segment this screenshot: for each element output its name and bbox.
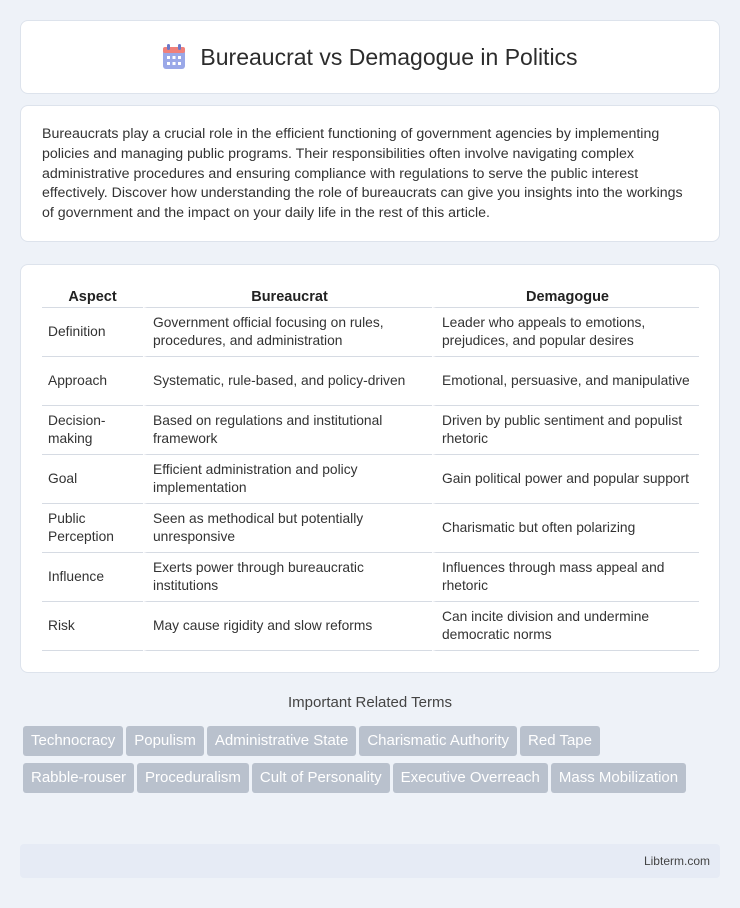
comparison-table-card bbox=[20, 264, 720, 673]
table-row bbox=[42, 308, 699, 357]
title-card bbox=[20, 20, 720, 94]
table-row bbox=[42, 357, 699, 406]
header-demagogue: Demagogue bbox=[432, 286, 699, 308]
intro-text: Bureaucrats play a crucial role in the efficient functioning of government agencies by implementing policies and managing public programs. Their responsibilities often involve navigating complex administrative procedures and ensuring compliance with regulations to serve the public interest effectively. Discover how understanding the role of bureaucrats can give you insights into the workings of government and the impact on your daily life in the rest of this article. bbox=[42, 126, 683, 222]
related-terms-list bbox=[23, 726, 713, 800]
bureaucrat-cell: Based on regulations and institutional framework bbox=[143, 406, 432, 455]
tag-link[interactable]: Technocracy bbox=[23, 726, 123, 756]
bureaucrat-cell: Exerts power through bureaucratic institutions bbox=[143, 553, 432, 602]
aspect-cell: Approach bbox=[42, 357, 143, 406]
related-terms-title: Important Related Terms bbox=[288, 694, 452, 711]
header-aspect: Aspect bbox=[42, 286, 143, 308]
bureaucrat-cell: Seen as methodical but potentially unresponsive bbox=[143, 504, 432, 553]
table-row bbox=[42, 602, 699, 651]
aspect-cell: Risk bbox=[42, 602, 143, 651]
demagogue-cell: Influences through mass appeal and rhetoric bbox=[432, 553, 699, 602]
tag-link[interactable]: Rabble-rouser bbox=[23, 763, 134, 793]
aspect-cell: Influence bbox=[42, 553, 143, 602]
tag-link[interactable]: Charismatic Authority bbox=[359, 726, 517, 756]
footer-site-link[interactable]: Libterm.com bbox=[643, 854, 710, 868]
table-row bbox=[42, 455, 699, 504]
table-row bbox=[42, 406, 699, 455]
table-row bbox=[42, 504, 699, 553]
bureaucrat-cell: Government official focusing on rules, procedures, and administration bbox=[143, 308, 432, 357]
header-bureaucrat: Bureaucrat bbox=[143, 286, 432, 308]
tag-link[interactable]: Mass Mobilization bbox=[551, 763, 686, 793]
aspect-cell: Goal bbox=[42, 455, 143, 504]
table-header-row bbox=[42, 286, 699, 308]
tag-link[interactable]: Cult of Personality bbox=[252, 763, 390, 793]
bureaucrat-cell: Systematic, rule-based, and policy-driven bbox=[143, 357, 432, 406]
comparison-table bbox=[42, 286, 699, 651]
demagogue-cell: Driven by public sentiment and populist rhetoric bbox=[432, 406, 699, 455]
tag-link[interactable]: Proceduralism bbox=[137, 763, 249, 793]
demagogue-cell: Can incite division and undermine democratic norms bbox=[432, 602, 699, 651]
tag-link[interactable]: Executive Overreach bbox=[393, 763, 548, 793]
page-title: Bureaucrat vs Demagogue in Politics bbox=[200, 43, 578, 70]
demagogue-cell: Gain political power and popular support bbox=[432, 455, 699, 504]
demagogue-cell: Emotional, persuasive, and manipulative bbox=[432, 357, 699, 406]
demagogue-cell: Leader who appeals to emotions, prejudices, and popular desires bbox=[432, 308, 699, 357]
footer bbox=[20, 844, 720, 878]
bureaucrat-cell: Efficient administration and policy implementation bbox=[143, 455, 432, 504]
table-row bbox=[42, 553, 699, 602]
aspect-cell: Definition bbox=[42, 308, 143, 357]
tag-link[interactable]: Populism bbox=[126, 726, 204, 756]
tag-link[interactable]: Administrative State bbox=[207, 726, 356, 756]
intro-card bbox=[20, 105, 720, 242]
bureaucrat-cell: May cause rigidity and slow reforms bbox=[143, 602, 432, 651]
calendar-icon bbox=[162, 44, 186, 70]
aspect-cell: Decision-making bbox=[42, 406, 143, 455]
tag-link[interactable]: Red Tape bbox=[520, 726, 600, 756]
aspect-cell: Public Perception bbox=[42, 504, 143, 553]
demagogue-cell: Charismatic but often polarizing bbox=[432, 504, 699, 553]
